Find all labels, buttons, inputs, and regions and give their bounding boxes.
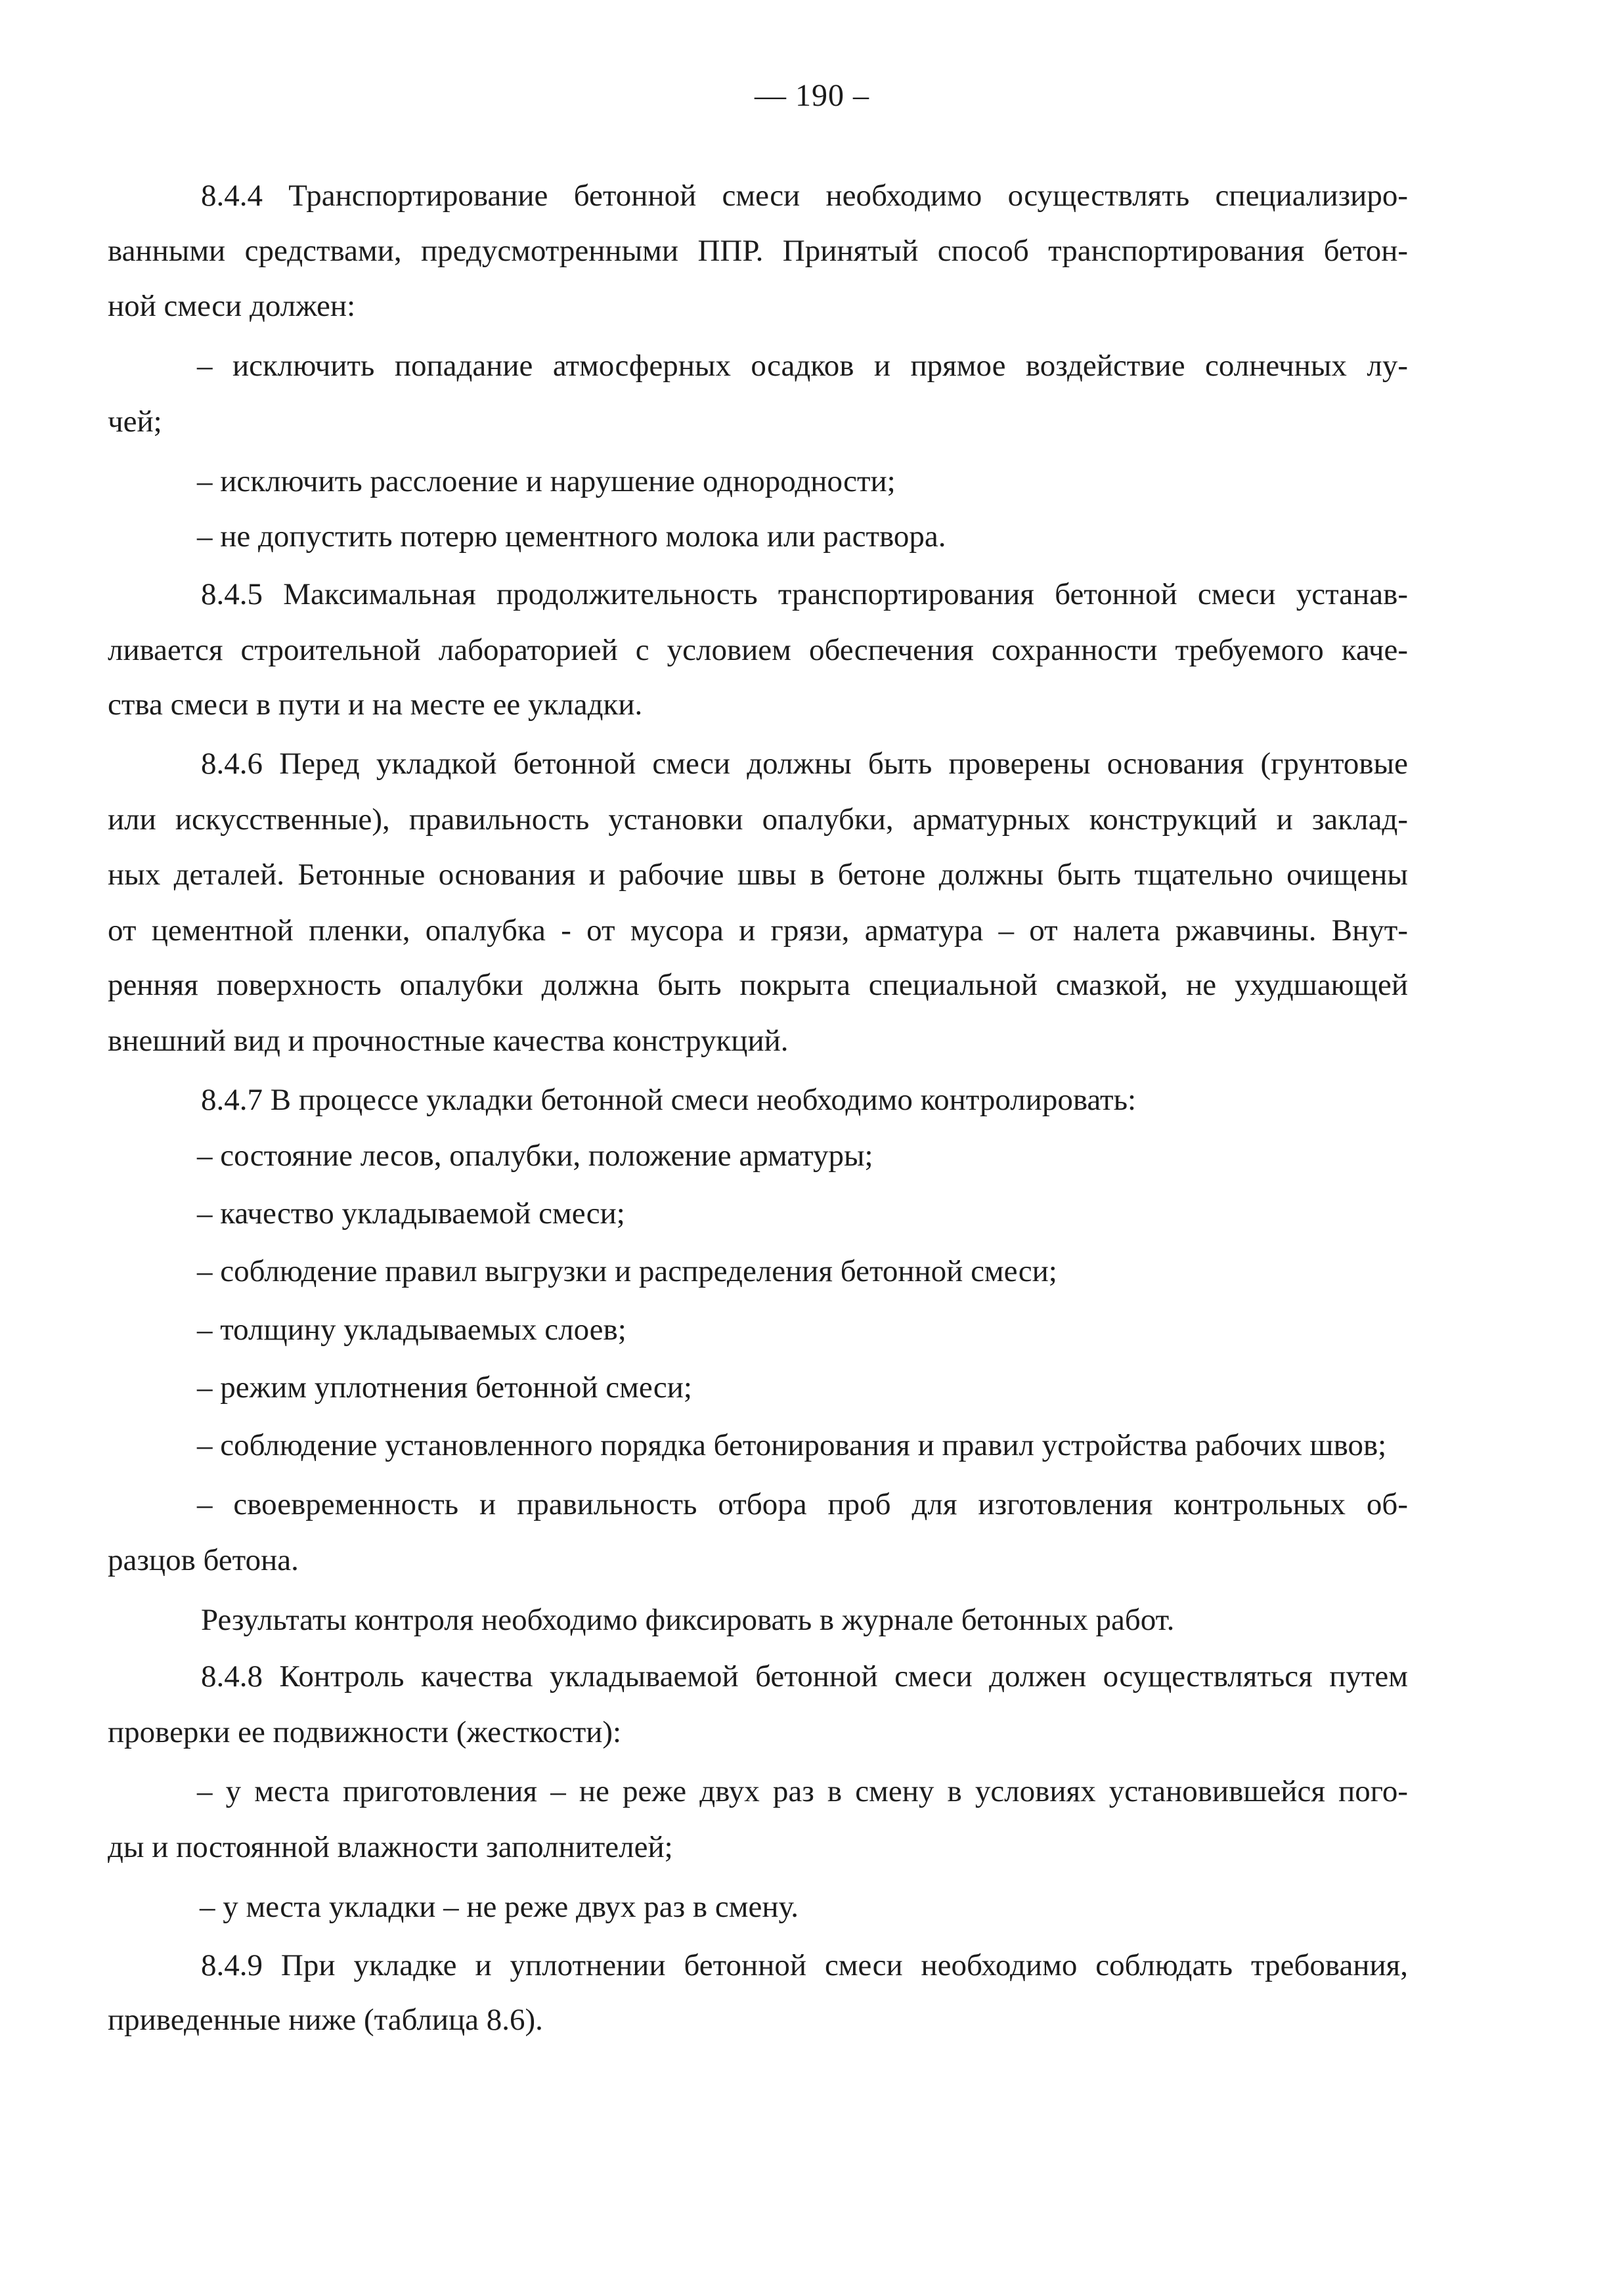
text-line: – соблюдение правил выгрузки и распределения бетонной смеси; bbox=[197, 1254, 1057, 1288]
text-line: – соблюдение установленного порядка бетонирования и правил устройства рабочих швов; bbox=[197, 1428, 1387, 1462]
text-line: ренняя поверхность опалубки должна быть покрыта специальной смазкой, не ухудшающей bbox=[108, 968, 1408, 1002]
text-line: – качество укладываемой смеси; bbox=[197, 1196, 625, 1231]
text-line: ной смеси должен: bbox=[108, 289, 356, 323]
text-line: – состояние лесов, опалубки, положение арматуры; bbox=[197, 1139, 873, 1173]
text-line: или искусственные), правильность установки опалубки, арматурных конструкций и заклад- bbox=[108, 802, 1408, 837]
text-line: ды и постоянной влажности заполнителей; bbox=[108, 1830, 673, 1864]
text-line: 8.4.7 В процессе укладки бетонной смеси необходимо контролировать: bbox=[201, 1083, 1137, 1117]
text-line: 8.4.5 Максимальная продолжительность транспортирования бетонной смеси устанав- bbox=[201, 577, 1408, 611]
text-line: разцов бетона. bbox=[108, 1543, 299, 1577]
text-line: приведенные ниже (таблица 8.6). bbox=[108, 2003, 543, 2037]
text-line: – толщину укладываемых слоев; bbox=[197, 1313, 626, 1347]
text-line: внешний вид и прочностные качества конструкций. bbox=[108, 1024, 789, 1058]
text-line: 8.4.8 Контроль качества укладываемой бетонной смеси должен осуществляться путем bbox=[201, 1659, 1408, 1693]
text-line: ванными средствами, предусмотренными ППР. Принятый способ транспортирования бетон- bbox=[108, 234, 1408, 268]
text-line: – режим уплотнения бетонной смеси; bbox=[197, 1370, 692, 1405]
text-line: 8.4.9 При укладке и уплотнении бетонной смеси необходимо соблюдать требования, bbox=[201, 1948, 1408, 1982]
text-line: ных деталей. Бетонные основания и рабочие швы в бетоне должны быть тщательно очищены bbox=[108, 858, 1408, 892]
text-line: – у места укладки – не реже двух раз в смену. bbox=[200, 1890, 799, 1924]
page-number: — 190 – bbox=[755, 78, 869, 113]
text-line: ства смеси в пути и на месте ее укладки. bbox=[108, 688, 643, 722]
text-line: чей; bbox=[108, 404, 162, 439]
text-line: – у места приготовления – не реже двух раз в смену в условиях установившейся пого- bbox=[197, 1774, 1408, 1808]
text-line: 8.4.6 Перед укладкой бетонной смеси должны быть проверены основания (грунтовые bbox=[201, 747, 1408, 781]
text-line: – исключить расслоение и нарушение однородности; bbox=[197, 464, 896, 498]
text-line: ливается строительной лабораторией с условием обеспечения сохранности требуемого каче- bbox=[108, 633, 1408, 667]
text-line: проверки ее подвижности (жесткости): bbox=[108, 1715, 622, 1749]
text-line: от цементной пленки, опалубка - от мусора и грязи, арматура – от налета ржавчины. Внут- bbox=[108, 913, 1408, 948]
text-line: 8.4.4 Транспортирование бетонной смеси необходимо осуществлять специализиро- bbox=[201, 179, 1408, 213]
text-line: – своевременность и правильность отбора проб для изготовления контрольных об- bbox=[197, 1487, 1408, 1521]
text-line: – не допустить потерю цементного молока или раствора. bbox=[197, 519, 946, 554]
text-line: Результаты контроля необходимо фиксировать в журнале бетонных работ. bbox=[201, 1603, 1175, 1637]
text-line: – исключить попадание атмосферных осадков и прямое воздействие солнечных лу- bbox=[197, 349, 1408, 383]
